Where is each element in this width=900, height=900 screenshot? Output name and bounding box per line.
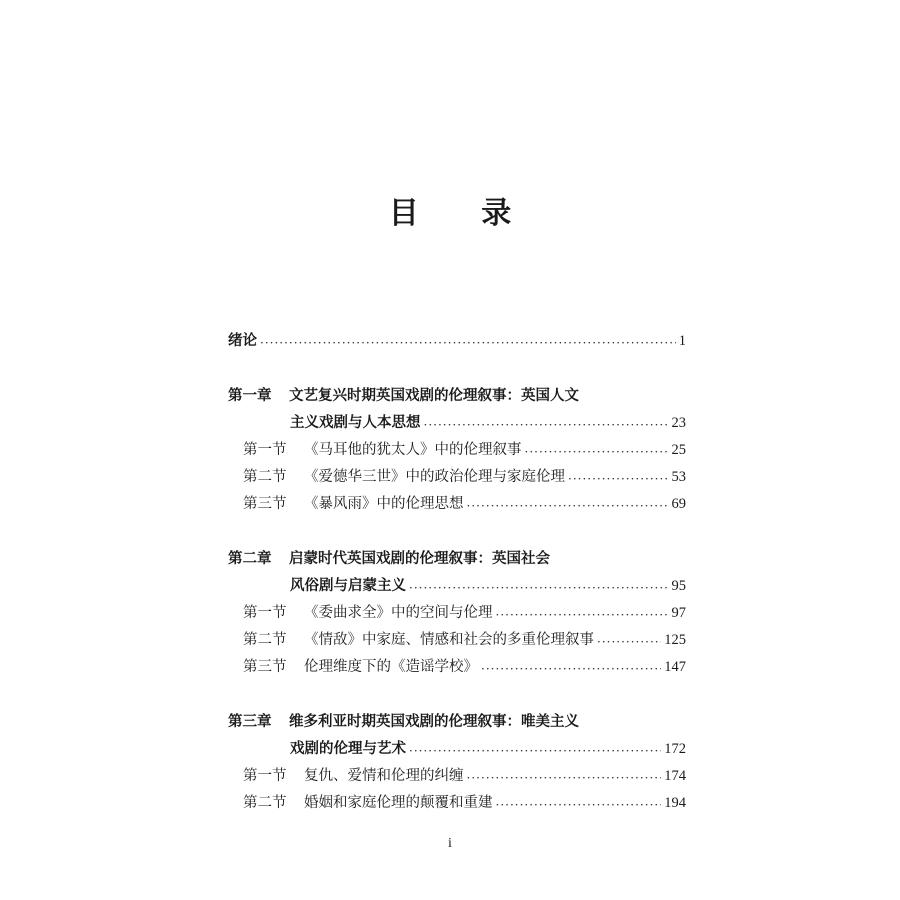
toc-page-number: 69	[671, 496, 686, 512]
toc-entry-intro[interactable]	[228, 329, 686, 353]
toc-section-3-1[interactable]	[243, 764, 686, 788]
toc-chapter-3-continuation[interactable]	[290, 737, 686, 761]
dot-leader	[597, 628, 661, 652]
toc-page-number: 97	[671, 605, 686, 621]
toc-page-number: 194	[664, 795, 686, 811]
toc-page-number: 147	[664, 659, 686, 675]
toc-chapter-1-continuation[interactable]	[290, 411, 686, 435]
toc-page-number: 23	[671, 415, 686, 431]
toc-section-2-3[interactable]	[243, 655, 686, 679]
toc-section-1-2[interactable]	[243, 465, 686, 489]
toc-page-number: 174	[664, 768, 686, 784]
toc-page-number: 95	[671, 578, 686, 594]
section-title: 《委曲求全》中的空间与伦理	[304, 605, 493, 621]
chapter-title-line1: 文艺复兴时期英国戏剧的伦理叙事：英国人文	[289, 388, 579, 404]
dot-leader	[481, 655, 661, 679]
toc-page-number: 53	[671, 469, 686, 485]
chapter-number: 第一章	[228, 388, 272, 404]
section-title: 《爱德华三世》中的政治伦理与家庭伦理	[304, 469, 565, 485]
dot-leader	[496, 791, 662, 815]
section-title: 《马耳他的犹太人》中的伦理叙事	[304, 442, 522, 458]
toc-section-3-2[interactable]	[243, 791, 686, 815]
section-number: 第一节	[243, 442, 287, 458]
section-title: 婚姻和家庭伦理的颠覆和重建	[304, 795, 493, 811]
section-number: 第三节	[243, 496, 287, 512]
toc-page-number: 125	[664, 632, 686, 648]
section-number: 第二节	[243, 795, 287, 811]
toc-chapter-3-heading[interactable]	[228, 710, 686, 734]
chapter-title-line2: 戏剧的伦理与艺术	[290, 741, 406, 757]
section-title: 复仇、爱情和伦理的纠缠	[304, 768, 464, 784]
chapter-number: 第三章	[228, 714, 272, 730]
page-folio: i	[448, 836, 452, 851]
toc-section-1-3[interactable]	[243, 492, 686, 516]
section-title: 伦理维度下的《造谣学校》	[304, 659, 478, 675]
section-number: 第二节	[243, 632, 287, 648]
chapter-title-line2: 主义戏剧与人本思想	[290, 415, 421, 431]
toc-page-number: 25	[671, 442, 686, 458]
toc-chapter-2-heading[interactable]	[228, 547, 686, 571]
toc-page-number: 1	[678, 333, 686, 349]
section-title: 《情敌》中家庭、情感和社会的多重伦理叙事	[304, 632, 594, 648]
section-number: 第二节	[243, 469, 287, 485]
dot-leader	[525, 438, 669, 462]
section-number: 第一节	[243, 768, 287, 784]
section-number: 第三节	[243, 659, 287, 675]
dot-leader	[496, 601, 669, 625]
dot-leader	[424, 411, 669, 435]
dot-leader	[409, 737, 661, 761]
chapter-title-line1: 维多利亚时期英国戏剧的伦理叙事：唯美主义	[289, 714, 579, 730]
dot-leader	[409, 574, 669, 598]
dot-leader	[568, 465, 669, 489]
page-title: 目 录	[388, 196, 538, 231]
toc-page-number: 172	[664, 741, 686, 757]
section-number: 第一节	[243, 605, 287, 621]
chapter-title-line2: 风俗剧与启蒙主义	[290, 578, 406, 594]
chapter-number: 第二章	[228, 551, 272, 567]
section-title: 《暴风雨》中的伦理思想	[304, 496, 464, 512]
toc-section-2-2[interactable]	[243, 628, 686, 652]
toc-section-1-1[interactable]	[243, 438, 686, 462]
toc-section-2-1[interactable]	[243, 601, 686, 625]
dot-leader	[467, 492, 669, 516]
dot-leader	[260, 329, 676, 353]
toc-chapter-2-continuation[interactable]	[290, 574, 686, 598]
dot-leader	[467, 764, 662, 788]
toc-chapter-1-heading[interactable]	[228, 384, 686, 408]
toc-entry-title: 绪论	[228, 333, 257, 349]
chapter-title-line1: 启蒙时代英国戏剧的伦理叙事：英国社会	[289, 551, 550, 567]
